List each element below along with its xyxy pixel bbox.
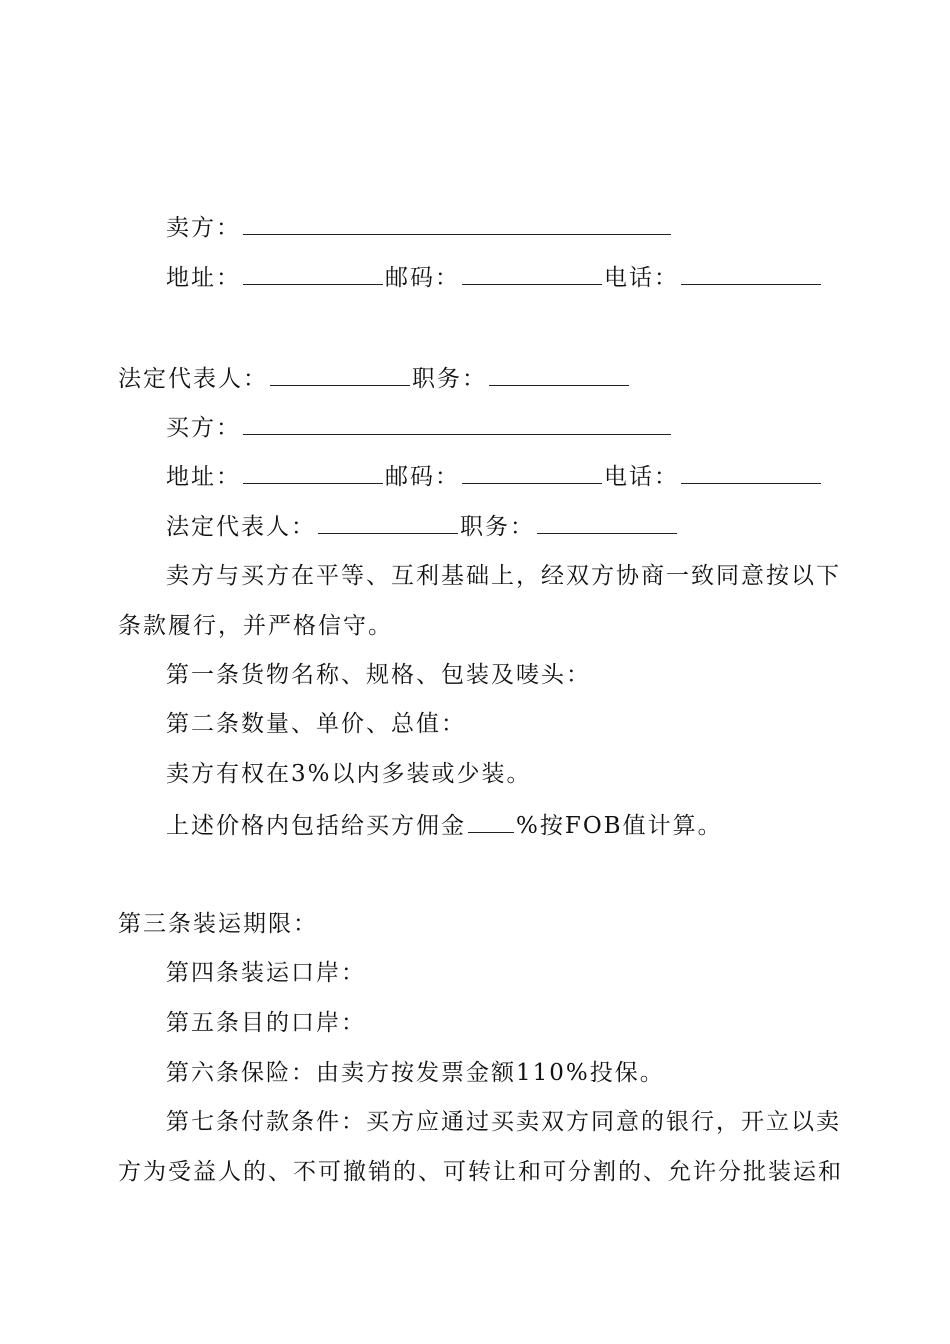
article-1: 第一条货物名称、规格、包装及唛头：	[166, 662, 591, 688]
buyer-postcode-label: 邮码：	[385, 464, 460, 490]
buyer-address-blank	[243, 461, 383, 484]
buyer-label: 买方：	[166, 415, 241, 441]
intro-line-1: 卖方与买方在平等、互利基础上，经双方协商一致同意按以下	[166, 563, 841, 589]
commission-blank	[468, 810, 514, 833]
seller-rep-label: 法定代表人：	[118, 366, 268, 392]
buyer-rep-line	[166, 511, 679, 542]
article-3: 第三条装运期限：	[118, 911, 318, 937]
seller-phone-blank	[681, 262, 821, 285]
seller-label: 卖方：	[166, 215, 241, 241]
buyer-rep-blank	[318, 511, 458, 534]
buyer-line	[166, 412, 673, 443]
seller-postcode-blank	[462, 262, 602, 285]
buyer-phone-blank	[681, 461, 821, 484]
article-7-line-2: 方为受益人的、不可撤销的、可转让和可分割的、允许分批装运和	[118, 1159, 843, 1185]
seller-position-label: 职务：	[412, 366, 487, 392]
buyer-position-blank	[537, 511, 677, 534]
seller-postcode-label: 邮码：	[385, 265, 460, 291]
seller-contact-line	[166, 262, 823, 293]
buyer-contact-line	[166, 461, 823, 492]
article-6: 第六条保险：由卖方按发票金额110%投保。	[166, 1060, 665, 1086]
commission-text-before: 上述价格内包括给买方佣金	[166, 813, 466, 839]
seller-rep-blank	[270, 363, 410, 386]
article-4: 第四条装运口岸：	[166, 960, 366, 986]
tolerance-clause: 卖方有权在3%以内多装或少装。	[166, 761, 532, 787]
buyer-blank	[243, 412, 671, 435]
commission-text-after: %按FOB值计算。	[516, 813, 723, 839]
commission-clause	[166, 810, 723, 841]
seller-phone-label: 电话：	[604, 265, 679, 291]
buyer-phone-label: 电话：	[604, 464, 679, 490]
article-5: 第五条目的口岸：	[166, 1010, 366, 1036]
buyer-rep-label: 法定代表人：	[166, 514, 316, 540]
buyer-address-label: 地址：	[166, 464, 241, 490]
seller-address-blank	[243, 262, 383, 285]
seller-blank	[243, 212, 671, 235]
intro-line-2: 条款履行，并严格信守。	[118, 613, 393, 639]
article-2: 第二条数量、单价、总值：	[166, 711, 466, 737]
seller-address-label: 地址：	[166, 265, 241, 291]
buyer-postcode-blank	[462, 461, 602, 484]
seller-line	[166, 212, 673, 243]
seller-rep-line	[118, 363, 631, 394]
seller-position-blank	[489, 363, 629, 386]
buyer-position-label: 职务：	[460, 514, 535, 540]
article-7-line-1: 第七条付款条件：买方应通过买卖双方同意的银行，开立以卖	[166, 1109, 841, 1135]
